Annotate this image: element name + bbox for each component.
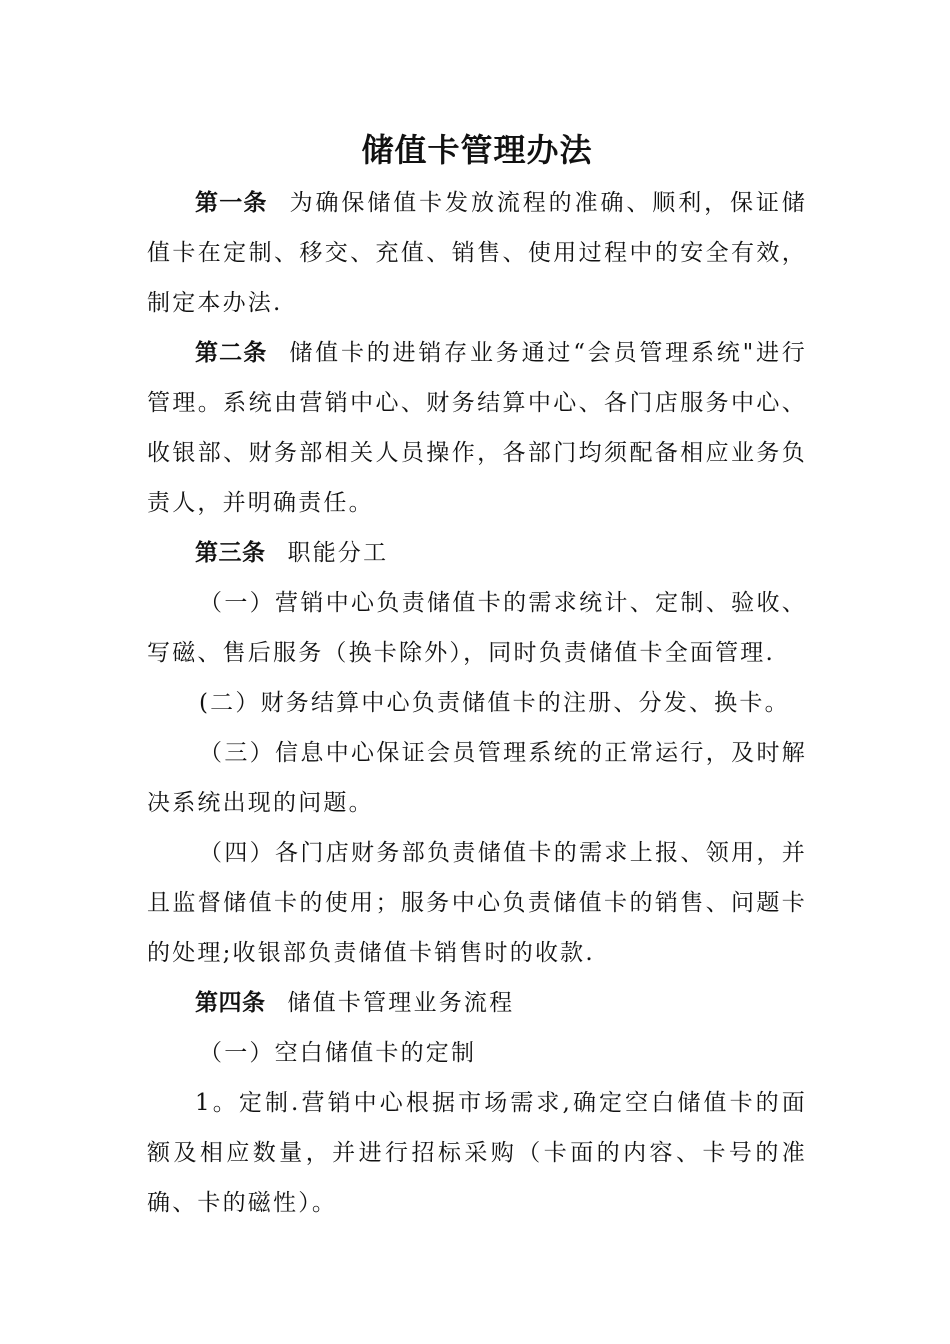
paragraph-article-3 bbox=[147, 528, 807, 578]
paragraph-item-2 bbox=[147, 678, 807, 728]
paragraph-item-4 bbox=[147, 828, 807, 978]
article-label: 第四条 bbox=[195, 990, 266, 1016]
paragraph-text: （四）各门店财务部负责储值卡的需求上报、领用，并且监督储值卡的使用；服务中心负责储值卡的销售、问题卡的处理;收银部负责储值卡销售时的收款. bbox=[147, 840, 807, 966]
paragraph-article-2 bbox=[147, 328, 807, 528]
paragraph-item-3 bbox=[147, 728, 807, 828]
paragraph-text: （一）空白储值卡的定制 bbox=[199, 1040, 477, 1066]
document-page bbox=[147, 128, 807, 1228]
paragraph-text: 为确保储值卡发放流程的准确、顺利，保证储值卡在定制、移交、充值、销售、使用过程中的安全有效，制定本办法. bbox=[147, 190, 808, 316]
paragraph-article-1 bbox=[147, 178, 807, 328]
article-label: 第三条 bbox=[195, 540, 266, 566]
paragraph-text: （一）营销中心负责储值卡的需求统计、定制、验收、写磁、售后服务（换卡除外），同时负责储值卡全面管理. bbox=[147, 590, 807, 666]
paragraph-subsection-1 bbox=[147, 1028, 807, 1078]
paragraph-text: 储值卡的进销存业务通过“会员管理系统"进行管理。系统由营销中心、财务结算中心、各门店服务中心、收银部、财务部相关人员操作，各部门均须配备相应业务负责人，并明确责任。 bbox=[147, 340, 807, 516]
paragraph-text: 职能分工 bbox=[287, 540, 389, 566]
paragraph-text: (二）财务结算中心负责储值卡的注册、分发、换卡。 bbox=[199, 690, 790, 716]
paragraph-text: 储值卡管理业务流程 bbox=[287, 990, 515, 1016]
paragraph-step-1 bbox=[147, 1078, 807, 1228]
article-label: 第二条 bbox=[195, 340, 268, 366]
paragraph-article-4 bbox=[147, 978, 807, 1028]
document-title: 储值卡管理办法 bbox=[361, 131, 593, 169]
paragraph-item-1 bbox=[147, 578, 807, 678]
paragraph-text: （三）信息中心保证会员管理系统的正常运行，及时解决系统出现的问题。 bbox=[147, 740, 807, 816]
article-label: 第一条 bbox=[195, 190, 268, 216]
paragraph-text: 1。定制.营销中心根据市场需求,确定空白储值卡的面额及相应数量，并进行招标采购（卡面的内容、卡号的准确、卡的磁性）。 bbox=[147, 1090, 807, 1216]
